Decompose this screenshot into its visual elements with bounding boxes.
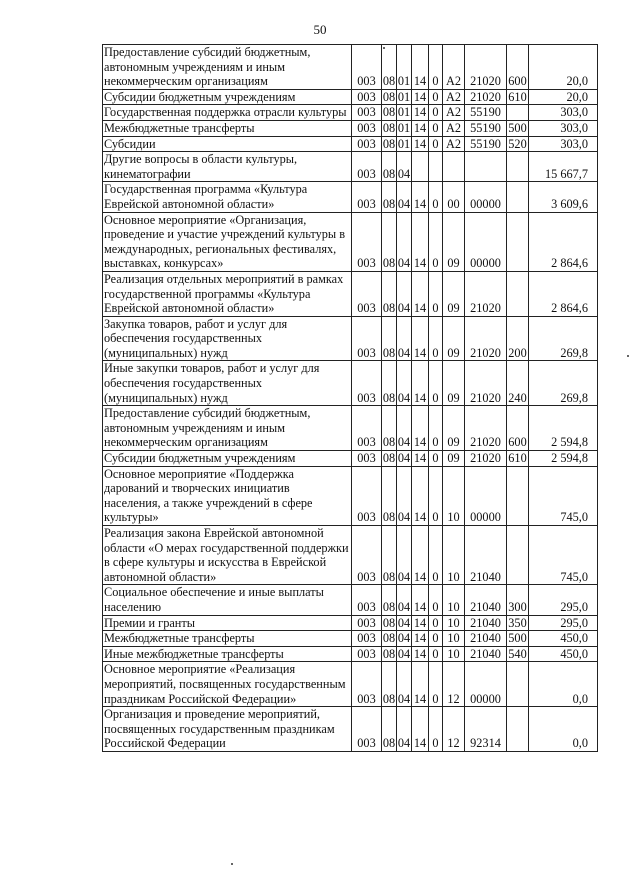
expense-type-cell [507,152,529,182]
item-name-cell: Премии и гранты [103,615,352,631]
scan-speck [627,355,629,357]
item-name-cell: Социальное обеспечение и иные выплаты населению [103,585,352,615]
direction-code-cell: 21020 [465,451,507,467]
activity-code-cell: 10 [443,631,465,647]
direction-code-cell [465,152,507,182]
admin-code-cell: 003 [352,646,382,662]
admin-code-cell: 003 [352,585,382,615]
table-row [103,136,598,152]
item-name-cell: Предоставление субсидий бюджетным, автономным учреждениям и иным некоммерческим организациям [103,45,352,90]
expense-type-cell: 540 [508,646,527,661]
expense-type-cell: 300 [507,585,529,615]
expense-type-cell [507,707,529,752]
section-code-cell: 08 [382,45,397,90]
subprogram-code-cell: 0 [429,89,443,105]
section-code-cell: 08 [382,120,396,135]
admin-code-cell: 003 [352,89,382,105]
subprogram-code-cell: 0 [429,136,443,152]
item-name-cell: Межбюджетные трансферты [103,631,352,647]
subsection-code-cell: 01 [397,120,411,135]
amount-cell: 303,0 [529,136,598,152]
table-row [103,212,598,271]
subprogram-code-cell: 0 [429,631,443,647]
activity-code-cell: 09 [443,406,465,451]
expense-type-cell [507,182,529,212]
activity-code-cell: 09 [443,361,465,406]
table-row [103,89,598,105]
subprogram-code-cell: 0 [429,585,443,615]
subprogram-code-cell: 0 [429,182,443,212]
section-code-cell: 08 [382,526,397,585]
expense-type-cell: 500 [508,631,527,646]
subsection-code-cell: 01 [397,136,411,151]
subsection-code-cell: 04 [397,212,412,271]
table-row [103,526,598,585]
activity-code-cell: А2 [443,120,465,136]
amount-cell: 0,0 [529,707,598,752]
program-code-cell: 14 [412,212,429,271]
expense-type-cell: 610 [508,89,527,104]
item-name-cell: Государственная программа «Культура Еврейской автономной области» [103,182,352,212]
direction-code-cell: 55190 [465,136,507,152]
section-code-cell: 08 [382,182,397,212]
program-code-cell: 14 [412,136,429,152]
table-row [103,662,598,707]
table-row [103,406,598,451]
subsection-code-cell: 04 [397,585,412,615]
activity-code-cell: А2 [443,89,465,105]
program-code-cell: 14 [412,707,429,752]
program-code-cell: 14 [412,451,429,467]
admin-code-cell: 003 [352,152,382,182]
subprogram-code-cell: 0 [429,271,443,316]
direction-code-cell: 21020 [465,361,507,406]
activity-code-cell: 10 [443,526,465,585]
subprogram-code-cell: 0 [429,526,443,585]
section-code-cell: 08 [382,361,397,406]
table-row [103,466,598,525]
expense-type-cell [507,662,529,707]
subsection-code-cell: 04 [397,361,412,406]
item-name-cell: Субсидии [103,136,352,152]
admin-code-cell: 003 [352,406,382,451]
table-row [103,120,598,136]
subprogram-code-cell: 0 [429,120,443,136]
admin-code-cell: 003 [352,105,382,121]
expense-type-cell [507,526,529,585]
subprogram-code-cell: 0 [429,361,443,406]
direction-code-cell: 00000 [465,212,507,271]
item-name-cell: Межбюджетные трансферты [103,120,352,136]
program-code-cell: 14 [412,105,429,121]
activity-code-cell: 10 [443,615,465,631]
section-code-cell: 08 [382,662,397,707]
section-code-cell: 08 [382,615,396,630]
table-row [103,631,598,647]
direction-code-cell: 21020 [465,89,507,105]
program-code-cell: 14 [412,615,429,631]
program-code-cell: 14 [412,316,429,361]
item-name-cell: Предоставление субсидий бюджетным, автономным учреждениям и иным некоммерческим организациям [103,406,352,451]
table-row [103,615,598,631]
item-name-cell: Реализация отдельных мероприятий в рамках государственной программы «Культура Еврейской автономной области» [103,271,352,316]
admin-code-cell: 003 [352,361,382,406]
amount-cell: 269,8 [529,361,598,406]
expense-type-cell: 600 [507,45,529,90]
table-row [103,646,598,662]
item-name-cell: Иные межбюджетные трансферты [103,646,352,662]
activity-code-cell: 12 [443,662,465,707]
subsection-code-cell: 04 [397,646,411,661]
activity-code-cell: 09 [443,316,465,361]
expense-type-cell: 610 [508,451,527,466]
admin-code-cell: 003 [352,451,382,467]
direction-code-cell: 21020 [465,316,507,361]
page-number: 50 [313,22,327,37]
direction-code-cell: 21040 [465,585,507,615]
subsection-code-cell: 04 [397,316,412,361]
item-name-cell: Другие вопросы в области культуры, кинематографии [103,152,352,182]
amount-cell: 450,0 [529,631,598,647]
subsection-code-cell: 01 [397,105,411,120]
expense-type-cell: 350 [508,615,527,630]
program-code-cell: 14 [412,89,429,105]
expense-type-cell: 240 [507,361,529,406]
subsection-code-cell: 04 [397,466,412,525]
section-code-cell: 08 [382,136,396,151]
table-row [103,182,598,212]
subsection-code-cell: 04 [397,526,412,585]
amount-cell: 2 864,6 [529,212,598,271]
item-name-cell: Основное мероприятие «Реализация мероприятий, посвященных государственным праздникам Российской Федерации» [103,662,352,707]
item-name-cell: Иные закупки товаров, работ и услуг для обеспечения государственных (муниципальных) нужд [103,361,352,406]
section-code-cell: 08 [382,466,397,525]
activity-code-cell: 09 [443,212,465,271]
admin-code-cell: 003 [352,136,382,152]
direction-code-cell: 00000 [465,182,507,212]
amount-cell: 269,8 [529,316,598,361]
table-row [103,585,598,615]
table-row [103,361,598,406]
subprogram-code-cell: 0 [429,212,443,271]
activity-code-cell: 12 [443,707,465,752]
activity-code-cell: А2 [443,105,465,121]
direction-code-cell: 21020 [465,45,507,90]
subsection-code-cell: 04 [397,406,412,451]
expense-type-cell: 600 [507,406,529,451]
admin-code-cell: 003 [352,707,382,752]
activity-code-cell: 09 [443,271,465,316]
admin-code-cell: 003 [352,271,382,316]
subsection-code-cell: 01 [397,89,411,104]
scan-speck [231,863,233,865]
subprogram-code-cell: 0 [429,406,443,451]
item-name-cell: Реализация закона Еврейской автономной области «О мерах государственной поддержки в сфере культуры и искусства в Еврейской автономной области» [103,526,352,585]
admin-code-cell: 003 [352,120,382,136]
amount-cell: 15 667,7 [529,152,598,182]
admin-code-cell: 003 [352,662,382,707]
direction-code-cell: 21040 [465,615,507,631]
section-code-cell: 08 [382,105,396,120]
program-code-cell: 14 [412,466,429,525]
admin-code-cell: 003 [352,316,382,361]
scan-speck [383,47,385,49]
amount-cell: 2 594,8 [529,406,598,451]
activity-code-cell: А2 [443,136,465,152]
table-row [103,271,598,316]
program-code-cell: 14 [412,526,429,585]
amount-cell: 295,0 [529,615,598,631]
budget-table [102,44,598,752]
section-code-cell: 08 [382,316,397,361]
subsection-code-cell: 04 [397,615,411,630]
program-code-cell: 14 [412,631,429,647]
direction-code-cell: 21040 [465,526,507,585]
expense-type-cell [507,105,529,121]
subprogram-code-cell: 0 [429,662,443,707]
amount-cell: 3 609,6 [529,182,598,212]
admin-code-cell: 003 [352,212,382,271]
expense-type-cell: 200 [507,316,529,361]
amount-cell: 0,0 [529,662,598,707]
expense-type-cell [507,212,529,271]
item-name-cell: Закупка товаров, работ и услуг для обеспечения государственных (муниципальных) нужд [103,316,352,361]
direction-code-cell: 55190 [465,105,507,121]
amount-cell: 745,0 [529,466,598,525]
direction-code-cell: 00000 [465,662,507,707]
activity-code-cell: 10 [443,466,465,525]
subprogram-code-cell [429,152,443,182]
section-code-cell: 08 [382,631,396,646]
direction-code-cell: 21020 [465,271,507,316]
subsection-code-cell: 04 [397,271,412,316]
program-code-cell: 14 [412,646,429,662]
activity-code-cell: 00 [443,182,465,212]
program-code-cell: 14 [412,662,429,707]
table-row [103,451,598,467]
expense-type-cell [507,271,529,316]
admin-code-cell: 003 [352,615,382,631]
admin-code-cell: 003 [352,182,382,212]
item-name-cell: Государственная поддержка отрасли культуры [103,105,352,121]
amount-cell: 2 864,6 [529,271,598,316]
expense-type-cell [507,466,529,525]
item-name-cell: Субсидии бюджетным учреждениям [103,89,352,105]
direction-code-cell: 92314 [465,707,507,752]
admin-code-cell: 003 [352,631,382,647]
subsection-code-cell: 04 [397,662,412,707]
amount-cell: 303,0 [529,105,598,121]
amount-cell: 745,0 [529,526,598,585]
table-row [103,105,598,121]
direction-code-cell: 21020 [465,406,507,451]
subprogram-code-cell: 0 [429,615,443,631]
item-name-cell: Основное мероприятие «Поддержка дарований и творческих инициатив населения, а также учреждений в сфере культуры» [103,466,352,525]
expense-type-cell: 520 [508,136,527,151]
program-code-cell: 14 [412,271,429,316]
section-code-cell: 08 [382,152,397,182]
section-code-cell: 08 [382,89,396,104]
amount-cell: 20,0 [529,89,598,105]
program-code-cell: 14 [412,406,429,451]
program-code-cell: 14 [412,361,429,406]
budget-table-body [103,45,598,752]
direction-code-cell: 21040 [465,646,507,662]
section-code-cell: 08 [382,646,396,661]
subprogram-code-cell: 0 [429,45,443,90]
amount-cell: 20,0 [529,45,598,90]
admin-code-cell: 003 [352,526,382,585]
expense-type-cell: 500 [508,120,527,135]
item-name-cell: Субсидии бюджетным учреждениям [103,451,352,467]
section-code-cell: 08 [382,406,397,451]
subprogram-code-cell: 0 [429,451,443,467]
section-code-cell: 08 [382,451,396,466]
subsection-code-cell: 04 [397,631,411,646]
table-row [103,316,598,361]
subsection-code-cell: 04 [397,152,412,182]
program-code-cell: 14 [412,585,429,615]
amount-cell: 303,0 [529,120,598,136]
subsection-code-cell: 01 [397,45,412,90]
subprogram-code-cell: 0 [429,105,443,121]
activity-code-cell: 10 [443,585,465,615]
section-code-cell: 08 [382,707,397,752]
program-code-cell: 14 [412,120,429,136]
item-name-cell: Организация и проведение мероприятий, посвященных государственным праздникам Российской Федерации [103,707,352,752]
program-code-cell: 14 [412,182,429,212]
amount-cell: 295,0 [529,585,598,615]
amount-cell: 450,0 [529,646,598,662]
section-code-cell: 08 [382,585,397,615]
direction-code-cell: 55190 [465,120,507,136]
activity-code-cell: 09 [443,451,465,467]
direction-code-cell: 21040 [465,631,507,647]
table-row [103,152,598,182]
program-code-cell [412,152,429,182]
subsection-code-cell: 04 [397,182,412,212]
amount-cell: 2 594,8 [529,451,598,467]
admin-code-cell: 003 [352,45,382,90]
item-name-cell: Основное мероприятие «Организация, проведение и участие учреждений культуры в международных, региональных фестивалях, выставках, конкурсах» [103,212,352,271]
section-code-cell: 08 [382,271,397,316]
subsection-code-cell: 04 [397,451,411,466]
activity-code-cell [443,152,465,182]
activity-code-cell: А2 [443,45,465,90]
admin-code-cell: 003 [352,466,382,525]
section-code-cell: 08 [382,212,397,271]
direction-code-cell: 00000 [465,466,507,525]
subprogram-code-cell: 0 [429,316,443,361]
subprogram-code-cell: 0 [429,466,443,525]
activity-code-cell: 10 [443,646,465,662]
program-code-cell: 14 [412,45,429,90]
table-row [103,45,598,90]
subprogram-code-cell: 0 [429,646,443,662]
table-row [103,707,598,752]
subprogram-code-cell: 0 [429,707,443,752]
subsection-code-cell: 04 [397,707,412,752]
